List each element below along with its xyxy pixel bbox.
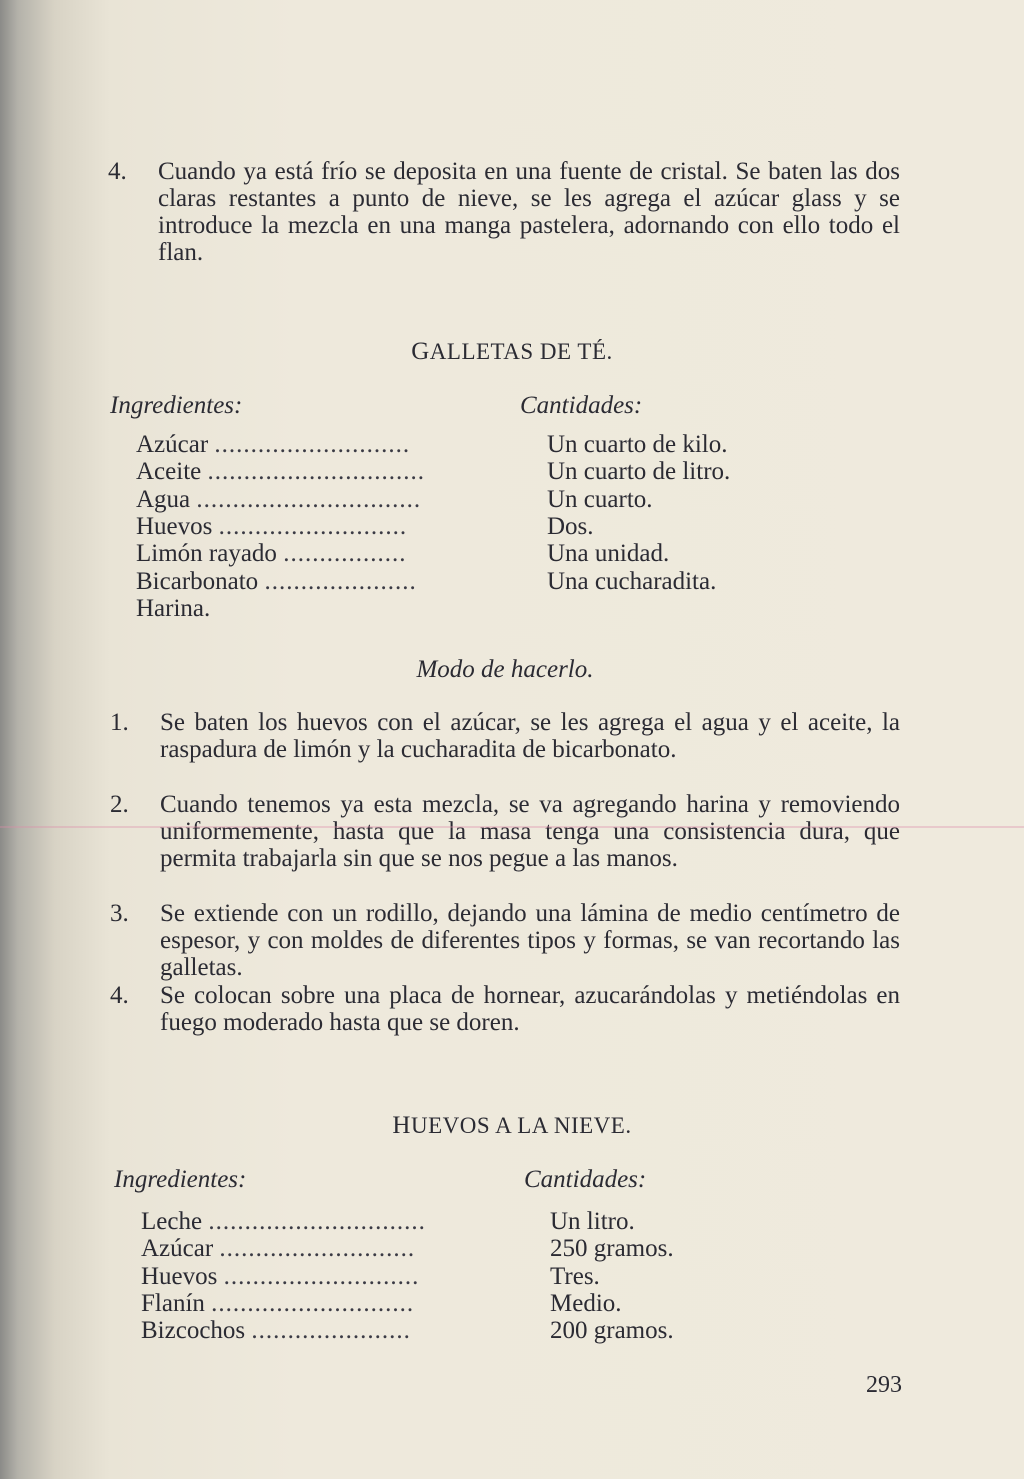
ingredient-quantity: Medio. [550, 1289, 622, 1317]
leader-dots: ........................... [219, 1235, 416, 1263]
quantities-header: Cantidades: [520, 392, 643, 419]
ingredient-row [141, 1263, 496, 1290]
leader-dots: ..................... [264, 567, 417, 595]
leader-dots: .......................... [218, 512, 408, 540]
ingredient-quantity: Un cuarto de kilo. [547, 431, 728, 458]
ingredient-quantity: Un cuarto. [547, 485, 653, 513]
method-title: Modo de hacerlo. [416, 656, 594, 683]
ingredient-row [136, 486, 490, 513]
ingredient-row [136, 595, 490, 622]
ingredient-name: Agua [136, 485, 191, 513]
ingredient-row [141, 1208, 496, 1235]
ingredient-name: Azúcar [141, 1235, 214, 1263]
title-rest: UEVOS A LA NIEVE. [410, 1113, 632, 1138]
step-text: Cuando ya está frío se deposita en una fuente de cristal. Se baten las dos claras restantes a punto de nieve, se les agrega el azúcar glass y se introduce la mezcla en una manga pastelera, adornando con ello todo el flan. [158, 158, 900, 266]
step-text: Se baten los huevos con el azúcar, se les agrega el agua y el aceite, la raspadura de limón y la cucharadita de bicarbonato. [160, 709, 900, 763]
ingredient-name: Leche [141, 1208, 203, 1235]
ingredient-row [141, 1235, 496, 1262]
ingredient-name: Limón rayado [136, 540, 277, 568]
ingredient-name: Azúcar [136, 431, 209, 458]
ingredient-name: Huevos [141, 1262, 218, 1290]
title-initial: G [411, 338, 430, 365]
ingredient-name: Bicarbonato [136, 567, 259, 595]
title-initial: H [392, 1112, 411, 1139]
ingredients-header: Ingredientes: [110, 392, 243, 419]
ingredient-row [136, 431, 490, 458]
recipe-title-huevos [0, 1112, 1024, 1140]
ingredient-row [136, 568, 490, 595]
recipe-title-galletas [0, 338, 1024, 366]
step-text: Cuando tenemos ya esta mezcla, se va agregando harina y removiendo uniformemente, hasta que la masa tenga una consistencia dura, que permita trabajarla sin que se nos pegue a las manos. [160, 791, 900, 872]
leader-dots: ........................... [223, 1262, 420, 1290]
ingredient-quantity: Un litro. [550, 1208, 635, 1235]
ingredient-row [136, 540, 490, 567]
leader-dots: ................. [283, 540, 407, 568]
page-number: 293 [866, 1372, 902, 1398]
scan-artifact-line [0, 826, 1024, 828]
ingredient-row [136, 513, 490, 540]
ingredient-quantity: 200 gramos. [550, 1317, 674, 1345]
step-number: 2. [110, 791, 129, 818]
ingredient-quantity: Dos. [547, 512, 594, 540]
leader-dots: ...................... [251, 1317, 411, 1345]
ingredient-name: Bizcochos [141, 1317, 246, 1345]
ingredient-quantity: Una unidad. [547, 540, 670, 568]
ingredient-quantity: Tres. [550, 1262, 600, 1290]
ingredient-quantity: Un cuarto de litro. [547, 458, 731, 486]
ingredient-row [141, 1290, 496, 1317]
title-rest: ALLETAS DE TÉ. [429, 339, 613, 364]
ingredient-name: Huevos [136, 512, 213, 540]
ingredient-name: Aceite [136, 458, 202, 486]
ingredient-quantity: 250 gramos. [550, 1235, 674, 1263]
ingredient-name: Harina. [136, 594, 211, 622]
step-number: 1. [110, 709, 129, 736]
leader-dots: ............................... [196, 485, 422, 513]
ingredient-row [141, 1317, 496, 1344]
step-number: 4. [108, 158, 127, 185]
step-number: 4. [110, 982, 129, 1009]
step-text: Se colocan sobre una placa de hornear, azucarándolas y metiéndolas en fuego moderado hasta que se doren. [160, 982, 900, 1036]
leader-dots: .............................. [207, 458, 425, 486]
quantities-header: Cantidades: [524, 1166, 647, 1193]
step-text: Se extiende con un rodillo, dejando una lámina de medio centímetro de espesor, y con moldes de diferentes tipos y formas, se van recortando las galletas. [160, 900, 900, 981]
leader-dots: ........................... [214, 431, 411, 458]
leader-dots: ............................ [211, 1289, 415, 1317]
ingredient-quantity: Una cucharadita. [547, 567, 717, 595]
leader-dots: .............................. [208, 1208, 426, 1235]
ingredient-name: Flanín [141, 1289, 205, 1317]
step-number: 3. [110, 900, 129, 927]
ingredient-row [136, 458, 490, 485]
ingredients-header: Ingredientes: [114, 1166, 247, 1193]
